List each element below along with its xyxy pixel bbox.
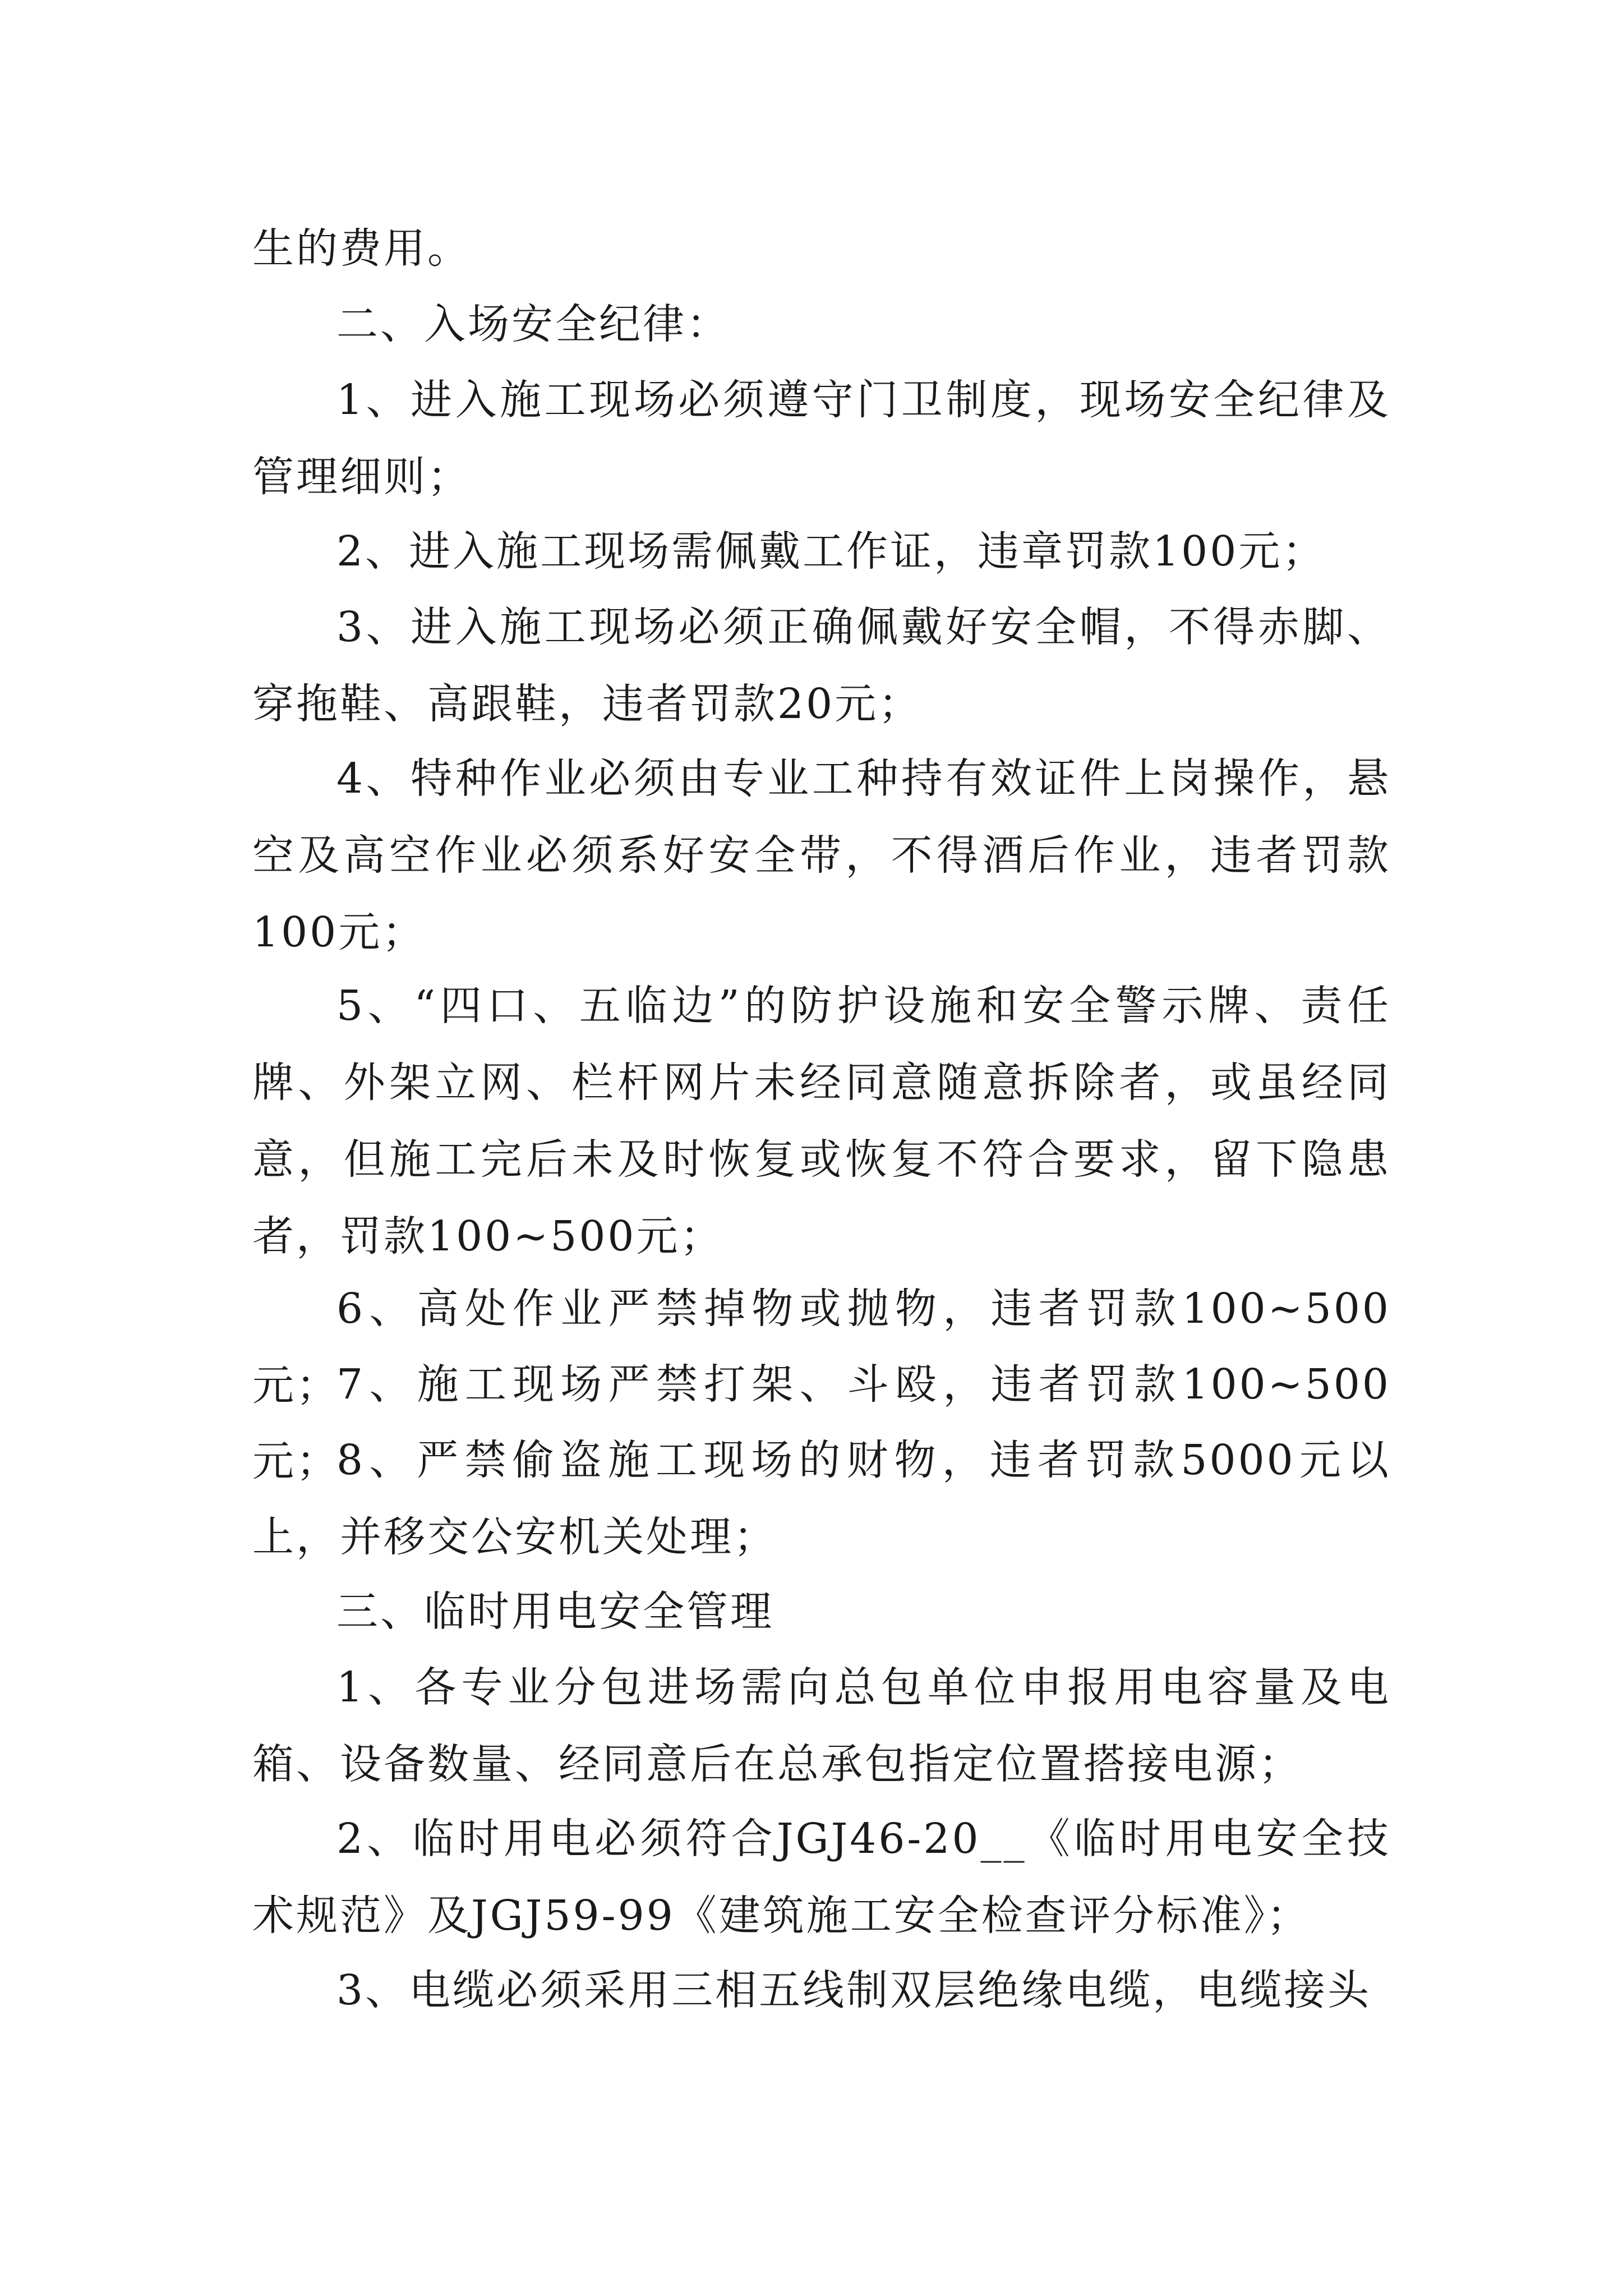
paragraph-item-3: 3、进入施工现场必须正确佩戴好安全帽，不得赤脚、穿拖鞋、高跟鞋，违者罚款20元； — [252, 603, 1391, 728]
paragraph-item-1: 1、进入施工现场必须遵守门卫制度，现场安全纪律及管理细则； — [252, 376, 1391, 501]
paragraph-power-item-2: 2、临时用电必须符合JGJ46-20__《临时用电安全技术规范》及JGJ59-99《建筑施工安全检查评分标准》； — [252, 1815, 1391, 1940]
paragraph-item-5: 5、“四口、五临边”的防护设施和安全警示牌、责任牌、外架立网、栏杆网片未经同意随意拆除者，或虽经同意，但施工完后未及时恢复或恢复不符合要求，留下隐患者，罚款100~500元； — [252, 982, 1391, 1260]
paragraph-item-7: 7、施工现场严禁打架、斗殴，违者罚款100~500元； — [252, 1360, 1391, 1485]
paragraph-continuation: 生的费用。 — [252, 224, 471, 273]
section-heading-entry-discipline: 二、入场安全纪律： — [336, 300, 730, 348]
paragraph-item-2: 2、进入施工现场需佩戴工作证，违章罚款100元； — [336, 527, 1326, 576]
paragraph-item-8: 8、严禁偷盗施工现场的财物，违者罚款5000元以上，并移交公安机关处理； — [252, 1436, 1391, 1561]
paragraph-power-item-3: 3、电缆必须采用三相五线制双层绝缘电缆，电缆接头 — [336, 1966, 1372, 2014]
paragraph-item-6: 6、高处作业严禁掉物或抛物，违者罚款100~500元； — [252, 1285, 1391, 1410]
paragraph-item-4: 4、特种作业必须由专业工种持有效证件上岗操作，悬空及高空作业必须系好安全带，不得酒后作业，违者罚款100元； — [252, 754, 1391, 956]
section-heading-temporary-power: 三、临时用电安全管理 — [336, 1588, 774, 1636]
paragraph-power-item-1: 1、各专业分包进场需向总包单位申报用电容量及电箱、设备数量、经同意后在总承包指定位置搭接电源； — [252, 1663, 1391, 1788]
